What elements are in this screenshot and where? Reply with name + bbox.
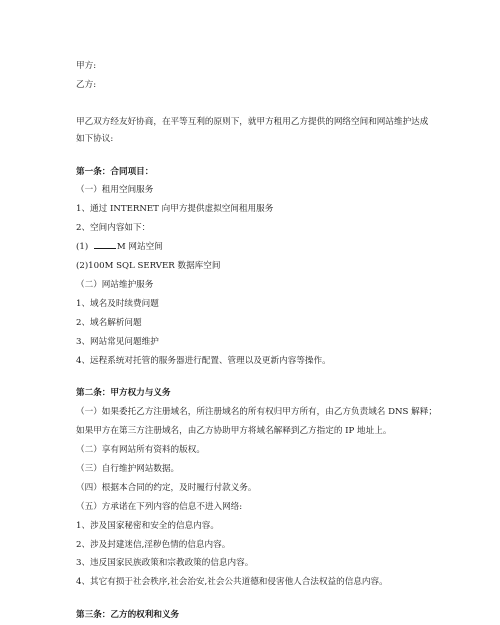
- article-1-space-item: [76, 238, 486, 257]
- article-1-line: 1、域名及时续费问题: [76, 298, 159, 309]
- article-1-line: 2、空间内容如下：: [76, 223, 151, 234]
- party-b-label: 乙方:: [76, 79, 97, 90]
- article-2-line: （三）自行维护网站数据。: [76, 463, 180, 474]
- article-2-line: （四）根据本合同的约定，及时履行付款义务。: [76, 482, 257, 493]
- contract-document: [76, 57, 486, 625]
- article-2-line: （二）享有网站所有资料的版权。: [76, 445, 205, 456]
- article-1-line: （一）租用空间服务: [76, 185, 154, 196]
- article-2-line: 如果甲方在第三方注册域名，由乙方协助甲方将域名解释到乙方指定的 IP 地址上。: [76, 426, 392, 437]
- article-1-line: 4、远程系统对托管的服务器进行配置、管理以及更新内容等操作。: [76, 355, 331, 366]
- space-item-suffix: M 网站空间: [116, 242, 163, 253]
- article-1-line: （二）网站维护服务: [76, 279, 154, 290]
- article-1-title: 第一条：合同项目：: [76, 166, 154, 177]
- article-2-line: 3、违反国家民族政策和宗教政策的信息内容。: [76, 558, 254, 569]
- article-2-title: 第二条：甲方权力与义务: [76, 388, 171, 399]
- article-1-line: 3、网站常见问题维护: [76, 336, 159, 347]
- fill-in-blank: [94, 239, 116, 249]
- article-1-line: (2)100M SQL SERVER 数据库空间: [76, 261, 221, 272]
- article-3-title: 第三条：乙方的权利和义务: [76, 610, 180, 621]
- article-2-line: 1、涉及国家秘密和安全的信息内容。: [76, 520, 219, 531]
- article-2-line: 4、其它有损于社会秩序,社会治安,社会公共道德和侵害他人合法权益的信息内容。: [76, 577, 388, 588]
- article-1-line: (1): [76, 242, 91, 253]
- article-2-line: 2、涉及封建迷信,淫秽色情的信息内容。: [76, 539, 231, 550]
- article-2-line: （五）方承诺在下列内容的信息不进入网络:: [76, 501, 243, 512]
- intro-paragraph: 甲乙双方经友好协商，在平等互利的原则下，就甲方租用乙方提供的网络空间和网站维护达成如下协议:: [76, 116, 429, 145]
- article-1-line: 1、通过 INTERNET 向甲方提供虚拟空间租用服务: [76, 204, 274, 215]
- article-2-line: （一）如果委托乙方注册域名，所注册域名的所有权归甲方所有，由乙方负责域名 DNS 解释；: [76, 407, 437, 418]
- article-1-line: 2、域名解析问题: [76, 317, 142, 328]
- party-a-label: 甲方:: [76, 61, 97, 71]
